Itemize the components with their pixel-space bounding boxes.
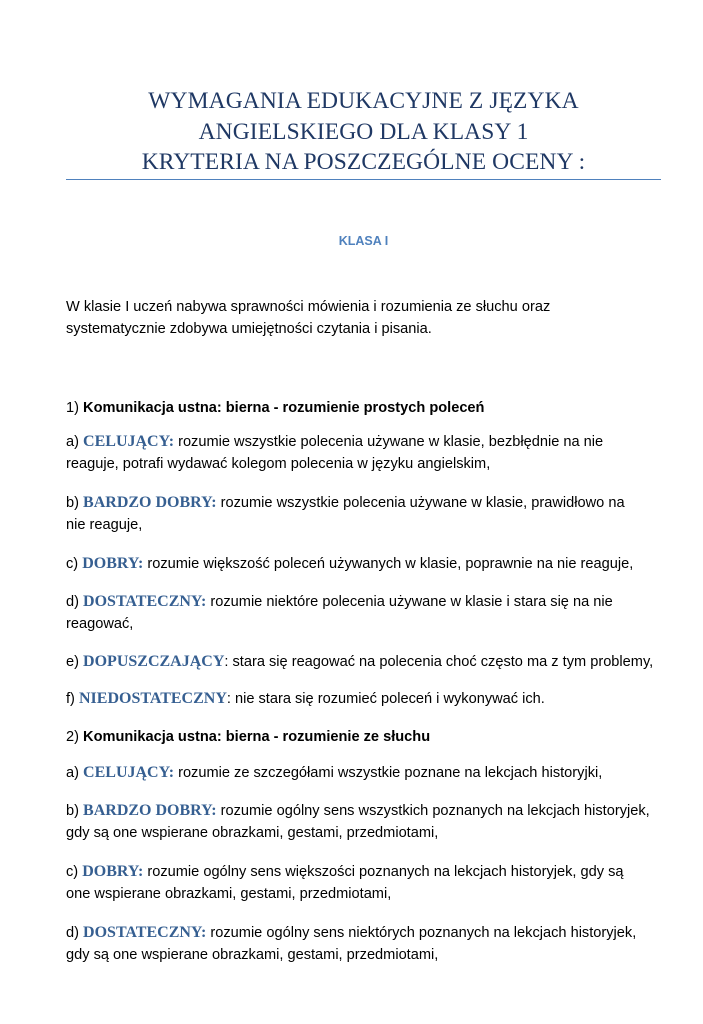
criterion-item: [66, 922, 666, 966]
document-title: [66, 86, 661, 178]
item-prefix: f): [66, 691, 75, 707]
criterion-item: [66, 553, 666, 575]
item-text: rozumie większość poleceń używanych w klasie, poprawnie na nie reaguje,: [143, 556, 634, 572]
item-prefix: a): [66, 434, 79, 450]
item-text: rozumie wszystkie polecenia używane w klasie, prawidłowo na: [216, 495, 625, 511]
section-1-number: 1): [66, 400, 79, 416]
item-prefix: e): [66, 654, 79, 670]
item-text-continued: one wspierane obrazkami, gestami, przedmiotami,: [66, 886, 392, 902]
criterion-item: [66, 861, 666, 905]
grade-label: BARDZO DOBRY:: [83, 494, 217, 511]
item-text: rozumie ze szczegółami wszystkie poznane na lekcjach historyjki,: [174, 765, 603, 781]
item-text: rozumie niektóre polecenia używane w klasie i stara się na nie: [206, 594, 613, 610]
grade-label: DOBRY:: [82, 863, 144, 880]
item-text-continued: reagować,: [66, 616, 134, 632]
item-text: rozumie ogólny sens niektórych poznanych na lekcjach historyjek,: [206, 925, 637, 941]
item-prefix: c): [66, 556, 79, 572]
grade-label: NIEDOSTATECZNY: [78, 690, 227, 707]
item-text-continued: nie reaguje,: [66, 517, 143, 533]
item-text: rozumie wszystkie polecenia używane w klasie, bezbłędnie na nie: [174, 434, 604, 450]
title-line-1: WYMAGANIA EDUKACYJNE Z JĘZYKA: [148, 88, 579, 114]
intro-line-2: systematycznie zdobywa umiejętności czytania i pisania.: [66, 321, 432, 337]
item-prefix: b): [66, 495, 79, 511]
criterion-item: [66, 762, 666, 784]
section-2-title: Komunikacja ustna: bierna - rozumienie ze słuchu: [83, 729, 431, 745]
item-prefix: d): [66, 925, 79, 941]
item-prefix: c): [66, 864, 79, 880]
criterion-item: [66, 688, 666, 710]
criterion-item: [66, 591, 666, 635]
title-line-2: ANGIELSKIEGO DLA KLASY 1: [198, 118, 529, 145]
title-line-3: KRYTERIA NA POSZCZEGÓLNE OCENY :: [141, 149, 586, 175]
class-subtitle: KLASA I: [338, 234, 389, 248]
intro-line-1: W klasie I uczeń nabywa sprawności mówienia i rozumienia ze słuchu oraz: [66, 299, 551, 315]
grade-label: BARDZO DOBRY:: [83, 802, 217, 819]
item-text: : stara się reagować na polecenia choć często ma z tym problemy,: [224, 654, 654, 670]
item-text: rozumie ogólny sens większości poznanych na lekcjach historyjek, gdy są: [143, 864, 624, 880]
title-divider: [66, 179, 661, 180]
section-1-heading: [66, 397, 666, 419]
item-text-continued: gdy są one wspierane obrazkami, gestami, przedmiotami,: [66, 947, 439, 963]
grade-label: DOBRY:: [82, 555, 144, 572]
criterion-item: [66, 800, 666, 844]
criterion-item: [66, 431, 666, 475]
grade-label: DOPUSZCZAJĄCY: [83, 653, 225, 670]
item-text: : nie stara się rozumieć poleceń i wykonywać ich.: [226, 691, 545, 707]
item-text-continued: gdy są one wspierane obrazkami, gestami, przedmiotami,: [66, 825, 439, 841]
item-text: rozumie ogólny sens wszystkich poznanych na lekcjach historyjek,: [216, 803, 650, 819]
section-1-title: Komunikacja ustna: bierna - rozumienie prostych poleceń: [83, 400, 485, 416]
criterion-item: [66, 492, 666, 536]
grade-label: CELUJĄCY:: [83, 764, 175, 781]
grade-label: DOSTATECZNY:: [83, 593, 207, 610]
item-prefix: d): [66, 594, 79, 610]
item-prefix: a): [66, 765, 79, 781]
section-2-number: 2): [66, 729, 79, 745]
grade-label: CELUJĄCY:: [83, 433, 175, 450]
grade-label: DOSTATECZNY:: [83, 924, 207, 941]
item-text-continued: reaguje, potrafi wydawać kolegom polecenia w języku angielskim,: [66, 456, 491, 472]
item-prefix: b): [66, 803, 79, 819]
intro-paragraph: [66, 296, 666, 340]
section-2-heading: [66, 726, 666, 748]
criterion-item: [66, 651, 666, 673]
